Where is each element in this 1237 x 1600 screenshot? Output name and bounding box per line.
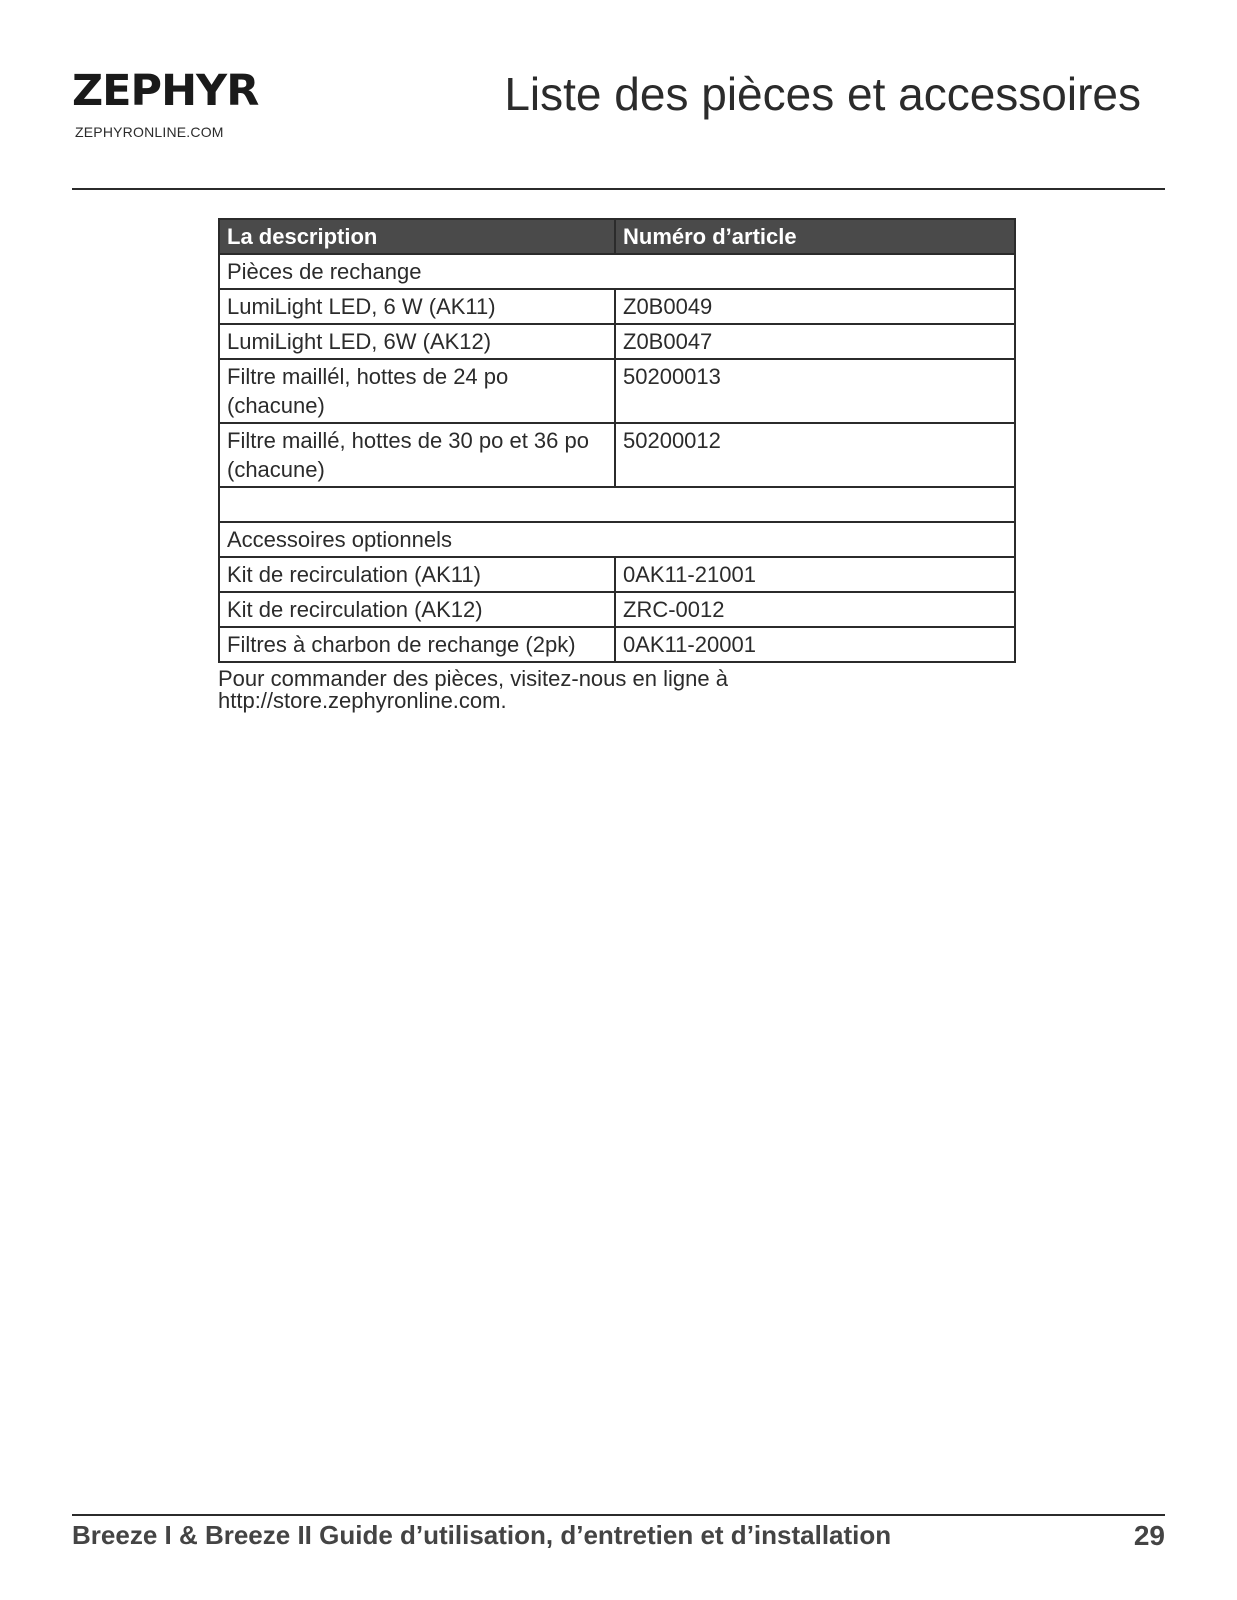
row-part-number: 0AK11-21001	[615, 557, 1015, 592]
table-row	[219, 423, 1015, 487]
table-row	[219, 324, 1015, 359]
parts-table	[218, 218, 1016, 663]
zephyr-logo: ZEPHYR	[72, 66, 259, 116]
row-description: Filtre maillél, hottes de 24 po (chacune)	[219, 359, 615, 423]
footer-divider	[72, 1514, 1165, 1516]
row-description: LumiLight LED, 6W (AK12)	[219, 324, 615, 359]
page-title: Liste des pièces et accessoires	[504, 68, 1141, 120]
section-row	[219, 254, 1015, 289]
empty-cell	[219, 487, 1015, 522]
table-row	[219, 289, 1015, 324]
row-description: Kit de recirculation (AK12)	[219, 592, 615, 627]
row-description: Kit de recirculation (AK11)	[219, 557, 615, 592]
header-part-number: Numéro d’article	[615, 219, 1015, 254]
header-description: La description	[219, 219, 615, 254]
table-header-row	[219, 219, 1015, 254]
table-row	[219, 557, 1015, 592]
section-title-replacement-parts: Pièces de rechange	[219, 254, 1015, 289]
ordering-note	[218, 668, 728, 712]
row-part-number: 50200012	[615, 423, 1015, 487]
page-number: 29	[1133, 1520, 1165, 1551]
row-description: Filtre maillé, hottes de 30 po et 36 po (chacune)	[219, 423, 615, 487]
empty-row	[219, 487, 1015, 522]
row-part-number: 0AK11-20001	[615, 627, 1015, 662]
table-row	[219, 359, 1015, 423]
section-title-optional-accessories: Accessoires optionnels	[219, 522, 1015, 557]
website-url: ZEPHYRONLINE.COM	[75, 124, 224, 140]
row-part-number: Z0B0049	[615, 289, 1015, 324]
ordering-note-line1: Pour commander des pièces, visitez-nous en ligne à	[218, 666, 728, 691]
row-description: LumiLight LED, 6 W (AK11)	[219, 289, 615, 324]
row-part-number: Z0B0047	[615, 324, 1015, 359]
footer-title: Breeze I & Breeze II Guide d’utilisation, d’entretien et d’installation	[72, 1520, 892, 1550]
table-row	[219, 627, 1015, 662]
section-row	[219, 522, 1015, 557]
row-description: Filtres à charbon de rechange (2pk)	[219, 627, 615, 662]
logo-block	[72, 68, 258, 140]
row-part-number: ZRC-0012	[615, 592, 1015, 627]
table-row	[219, 592, 1015, 627]
header-divider	[72, 188, 1165, 190]
store-link[interactable]: http://store.zephyronline.com.	[218, 688, 507, 713]
row-part-number: 50200013	[615, 359, 1015, 423]
